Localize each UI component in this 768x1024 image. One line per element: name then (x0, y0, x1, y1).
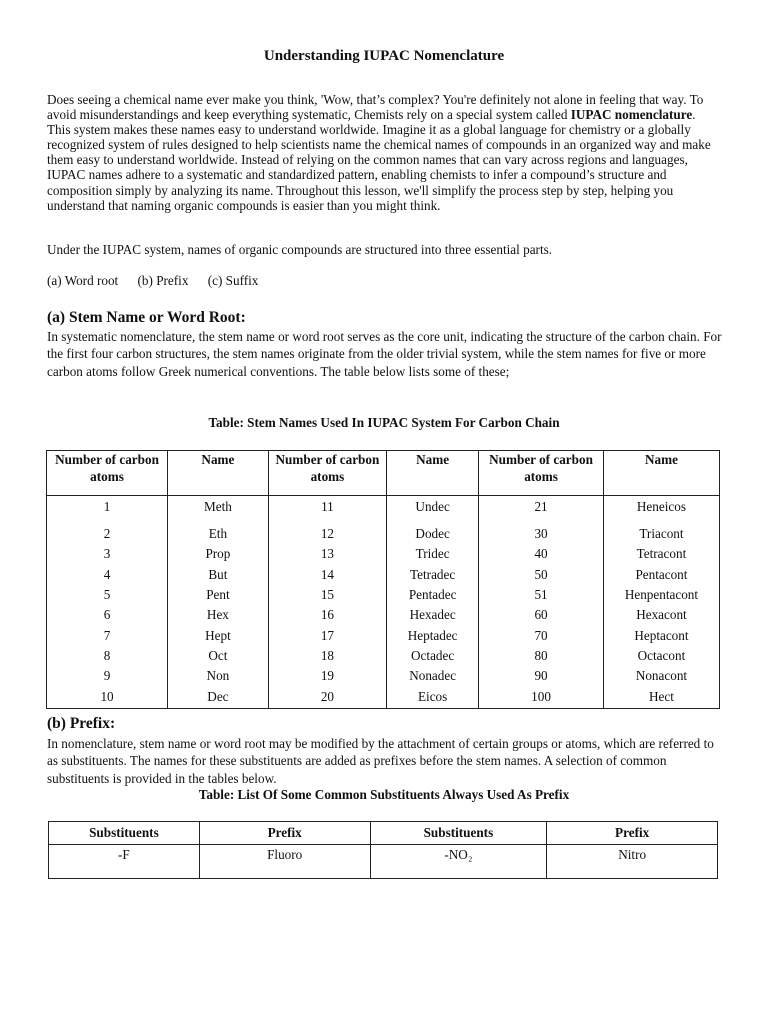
table-cell: 3 (103, 546, 111, 562)
table-row (47, 625, 720, 645)
table-cell: 80 (479, 646, 604, 666)
table-row (47, 496, 720, 525)
table-cell: Hept (168, 625, 269, 645)
column-header: Substituents (370, 822, 547, 845)
table-cell: 90 (479, 666, 604, 686)
table-cell: 21 (479, 496, 604, 525)
structure-sentence: Under the IUPAC system, names of organic compounds are structured into three essential parts. (47, 242, 553, 257)
table-cell: Nonadec (387, 666, 479, 686)
table-cell: 19 (268, 666, 386, 686)
stem-table-caption: Table: Stem Names Used In IUPAC System For Carbon Chain (208, 415, 560, 430)
table-cell: Tetracont (603, 544, 719, 564)
table-row (47, 524, 720, 544)
table-cell: Undec (387, 496, 479, 525)
table-cell: 15 (268, 585, 386, 605)
table-cell: Meth (168, 496, 269, 525)
column-header: Number of carbon atoms (268, 451, 386, 496)
table-cell: 13 (268, 544, 386, 564)
table-cell: Henpentacont (603, 585, 719, 605)
intro-paragraph (47, 92, 719, 213)
section-b-heading: (b) Prefix: (47, 715, 116, 732)
table-cell: Eicos (387, 686, 479, 709)
part-suffix: (c) Suffix (207, 273, 259, 288)
table-header-row (49, 822, 718, 845)
intro-text-start: Does seeing a chemical name ever make you think, 'Wow, that’s complex? You're definitely not alone in feeling that way. To avoid misunderstandings and keep everything systematic, Chemists rely on a special system called (47, 92, 704, 123)
column-header: Prefix (199, 822, 370, 845)
column-header: Name (603, 451, 719, 496)
stem-names-table (46, 450, 720, 709)
table-cell: 1 (103, 499, 111, 514)
table-row (49, 845, 718, 879)
table-cell: -NO₂ (370, 845, 547, 879)
table-cell: Prop (168, 544, 269, 564)
table-cell: Dec (168, 686, 269, 709)
table-cell: Eth (168, 524, 269, 544)
table-row (47, 544, 720, 564)
table-cell: 8 (103, 647, 111, 663)
table-row (47, 686, 720, 709)
table-cell: 10 (100, 689, 114, 705)
column-header: Name (168, 451, 269, 496)
table-cell: 40 (479, 544, 604, 564)
table-cell: Heneicos (603, 496, 719, 525)
table-cell: 100 (479, 686, 604, 709)
table-row (47, 646, 720, 666)
table-cell: 9 (103, 668, 111, 684)
section-a-body: In systematic nomenclature, the stem name or word root serves as the core unit, indicating the structure of the carbon chain. For the first four carbon structures, the stem names originate from the older trivial system, while the stem names for five or more carbon atoms follow Greek numerical conventions. The table below lists some of these; (47, 329, 722, 379)
column-header: Name (387, 451, 479, 496)
table-cell: Pentacont (603, 565, 719, 585)
table-cell: 17 (268, 625, 386, 645)
table-cell: Hexacont (603, 605, 719, 625)
section-a-heading: (a) Stem Name or Word Root: (47, 309, 246, 326)
page-title: Understanding IUPAC Nomenclature (263, 48, 505, 65)
part-prefix: (b) Prefix (137, 273, 189, 288)
section-b-body: In nomenclature, stem name or word root may be modified by the attachment of certain groups or atoms, which are referred to as substituents. The names for these substituents are added as prefixes before the stem names. A selection of common substituents is provided in the tables below. (47, 736, 714, 786)
table-cell: 60 (479, 605, 604, 625)
table-row (47, 565, 720, 585)
table-cell: 2 (103, 526, 111, 542)
table-cell: 12 (268, 524, 386, 544)
table-cell: Nitro (547, 845, 718, 879)
prefix-table (48, 821, 718, 879)
table-cell: 4 (103, 566, 111, 582)
table-row (47, 666, 720, 686)
table-cell: 6 (103, 607, 111, 623)
table-cell: Dodec (387, 524, 479, 544)
table-cell: 51 (479, 585, 604, 605)
table-cell: 14 (268, 565, 386, 585)
table-cell: -F (118, 847, 130, 862)
table-cell: Heptacont (603, 625, 719, 645)
table-cell: 16 (268, 605, 386, 625)
table-cell: Pentadec (387, 585, 479, 605)
table-cell: Octacont (603, 646, 719, 666)
prefix-table-caption: Table: List Of Some Common Substituents Always Used As Prefix (198, 787, 570, 802)
table-cell: 5 (103, 587, 111, 603)
table-cell: 11 (268, 496, 386, 525)
table-cell: Hex (168, 605, 269, 625)
part-word-root: (a) Word root (47, 273, 119, 288)
table-cell: Non (168, 666, 269, 686)
table-cell: Heptadec (387, 625, 479, 645)
table-cell: But (168, 565, 269, 585)
table-cell: Hexadec (387, 605, 479, 625)
table-cell: Triacont (603, 524, 719, 544)
column-header: Substituents (49, 822, 200, 845)
table-cell: Tridec (387, 544, 479, 564)
column-header: Number of carbon atoms (47, 451, 168, 496)
table-cell: 70 (479, 625, 604, 645)
table-cell: Oct (168, 646, 269, 666)
parts-list (47, 273, 274, 289)
table-cell: 20 (268, 686, 386, 709)
table-cell: 7 (103, 627, 111, 643)
table-row (47, 605, 720, 625)
table-cell: Tetradec (387, 565, 479, 585)
table-cell: 50 (479, 565, 604, 585)
table-row (47, 585, 720, 605)
table-cell: Nonacont (603, 666, 719, 686)
table-cell: Pent (168, 585, 269, 605)
column-header: Number of carbon atoms (479, 451, 604, 496)
table-cell: Hect (603, 686, 719, 709)
table-cell: Octadec (387, 646, 479, 666)
table-header-row (47, 451, 720, 496)
column-header: Prefix (547, 822, 718, 845)
intro-bold-term: IUPAC nomenclature (570, 107, 693, 123)
table-cell: 18 (268, 646, 386, 666)
intro-text-end: . This system makes these names easy to understand worldwide. Imagine it as a global language for chemistry or a globally recognized system of rules designed to help scientists name the chemical names of compounds in an organized way and make them easy to understand worldwide. Instead of relying on the common names that can vary across regions and languages, IUPAC names adhere to a systematic and standardized pattern, enabling chemists to infer a compound’s structure and composition simply by analyzing its name. Throughout this lesson, we'll simplify the process step by step, helping you understand that naming organic compounds is easier than you might think. (47, 107, 711, 213)
table-cell: 30 (479, 524, 604, 544)
table-cell: Fluoro (199, 845, 370, 879)
